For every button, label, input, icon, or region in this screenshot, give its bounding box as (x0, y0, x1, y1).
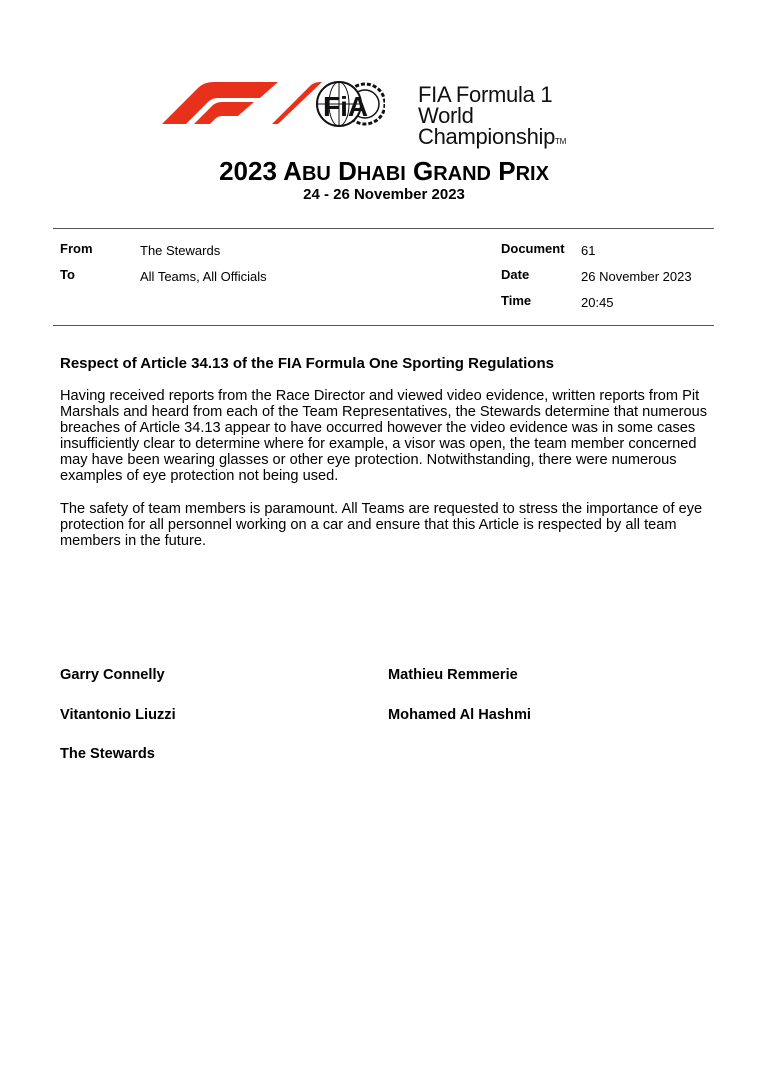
time-value: 20:45 (581, 295, 614, 310)
steward-signature: Garry Connelly (60, 667, 165, 683)
fia-globe-icon (315, 78, 385, 134)
title-word (413, 156, 491, 186)
title-word (498, 156, 549, 186)
title-word (283, 156, 331, 186)
stewards-footer: The Stewards (60, 746, 155, 762)
title-rest: RAND (433, 163, 491, 185)
document-value: 61 (581, 243, 596, 258)
brand-line-2: World Championship (418, 103, 556, 149)
top-divider (53, 228, 714, 229)
title-cap: P (498, 156, 516, 186)
steward-signature: Mathieu Remmerie (388, 667, 518, 683)
event-title (0, 156, 768, 187)
brand-name (418, 84, 620, 152)
document-label: Document (501, 241, 565, 256)
event-dates: 24 - 26 November 2023 (303, 186, 465, 203)
decision-heading: Respect of Article 34.13 of the FIA Formula One Sporting Regulations (60, 355, 554, 372)
body-paragraph-1: Having received reports from the Race Director and viewed video evidence, written reports from Pit Marshals and heard from each of the Team Representatives, the Stewards determine that numerous breaches of Article 34.13 appear to have occurred however the video evidence was in some cases insufficiently clear to determine where for example, a visor was open, the team member concerned may have been wearing glasses or other eye protection. Notwithstanding, there were numerous examples of eye protection not being used. (60, 388, 708, 484)
brand-line-1: FIA Formula 1 (418, 82, 553, 107)
from-label: From (60, 241, 93, 256)
svg-text:FiA: FiA (323, 91, 369, 122)
to-label: To (60, 267, 75, 282)
title-year: 2023 (219, 156, 277, 186)
to-value: All Teams, All Officials (140, 269, 267, 284)
title-cap: G (412, 156, 434, 186)
bottom-divider (53, 325, 714, 326)
steward-signature: Vitantonio Liuzzi (60, 707, 176, 723)
title-word (338, 156, 406, 186)
date-label: Date (501, 267, 530, 282)
time-label: Time (501, 293, 532, 308)
trademark: TM (555, 137, 566, 146)
title-cap: A (283, 156, 302, 186)
date-value: 26 November 2023 (581, 269, 692, 284)
header-logo (160, 78, 620, 149)
steward-signature: Mohamed Al Hashmi (388, 707, 531, 723)
title-rest: RIX (515, 163, 549, 185)
title-rest: HABI (356, 163, 406, 185)
body-paragraph-2: The safety of team members is paramount. All Teams are requested to stress the importance of eye protection for all personnel working on a car and ensure that this Article is respected by all team members in the future. (60, 501, 703, 549)
title-rest: BU (301, 163, 331, 185)
from-value: The Stewards (140, 243, 221, 258)
title-cap: D (338, 156, 357, 186)
